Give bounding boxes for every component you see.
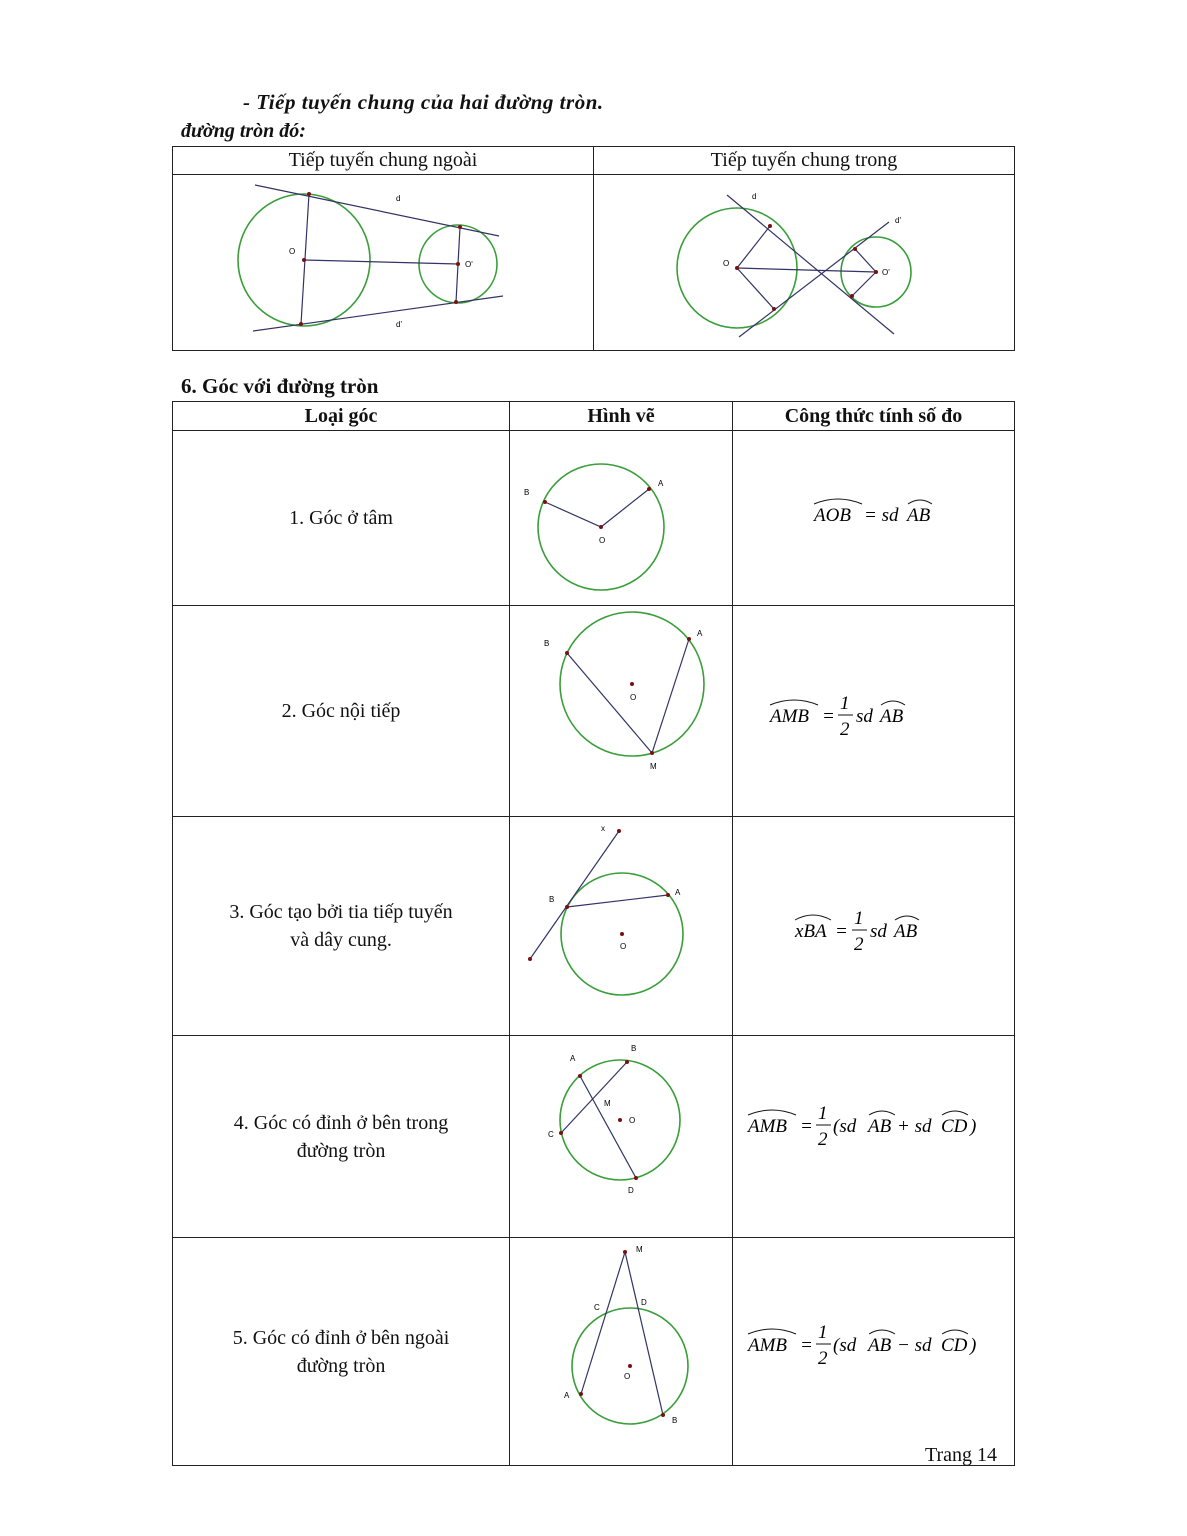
label-b: B [549, 895, 555, 904]
inner-tangent-figure [594, 175, 1014, 345]
formula-rhs: AB [906, 505, 930, 526]
chord-cb [561, 1062, 627, 1133]
point [528, 957, 532, 961]
formula-lhs: AMB [769, 706, 809, 727]
secant-ma [581, 1252, 625, 1394]
angle-type-cell [173, 1238, 510, 1466]
table-row [173, 1238, 1015, 1466]
central-angle-figure [511, 431, 731, 597]
angle-type-line2: đường tròn [296, 1139, 386, 1162]
point [850, 294, 854, 298]
header-figure: Hình vẽ [510, 402, 733, 431]
point-b [625, 1060, 629, 1064]
figure-cell [510, 817, 733, 1036]
angle-type-line1: 2. Góc nội tiếp [281, 700, 401, 722]
label-o: O [599, 536, 606, 545]
arc-hat [814, 499, 862, 504]
section-6-title: 6. Góc với đường tròn [181, 374, 379, 398]
radius-lines [737, 226, 774, 309]
formula-rhs: AB [879, 706, 903, 727]
arc-hat [908, 500, 932, 504]
angles-table [172, 401, 1015, 1466]
point-o [599, 525, 603, 529]
angle-type-cell [173, 431, 510, 606]
point [299, 322, 303, 326]
formula-arc1: AB [867, 1334, 891, 1356]
angle-sides [545, 489, 649, 527]
outer-tangent-figure [173, 175, 593, 345]
formula-denominator: 2 [817, 1128, 827, 1150]
arc-hat [869, 1111, 895, 1115]
formula-denominator: 2 [839, 719, 849, 740]
label-d: d [752, 192, 757, 201]
point-a [578, 1074, 582, 1078]
point [853, 247, 857, 251]
chord-ad [580, 1076, 636, 1178]
arc-hat [942, 1111, 968, 1115]
angle-type-line2: và dây cung. [290, 929, 392, 951]
angle-type-line2: đường tròn [296, 1354, 386, 1377]
label-o: O [289, 247, 296, 256]
arc-hat [895, 916, 919, 920]
label-o: O [620, 942, 627, 951]
angle-type-line1: 5. Góc có đỉnh ở bên ngoài [232, 1326, 450, 1349]
figure-cell [510, 1036, 733, 1238]
point-c [559, 1131, 563, 1135]
formula-interior-angle [734, 1093, 1014, 1173]
arc-hat [795, 915, 831, 920]
point-b [661, 1413, 665, 1417]
point [458, 225, 462, 229]
point [302, 258, 306, 262]
label-o: O [624, 1372, 631, 1381]
tangent-outer-header: Tiếp tuyến chung ngoài [173, 147, 594, 175]
point-o [618, 1118, 622, 1122]
table-row [173, 1036, 1015, 1238]
formula-exterior-angle [734, 1308, 1014, 1388]
point [874, 270, 878, 274]
page-number: Trang 14 [925, 1444, 998, 1466]
formula-equals: = [799, 1334, 813, 1356]
exterior-angle-figure [511, 1238, 731, 1457]
formula-cell [733, 817, 1015, 1036]
tangent-inner-header: Tiếp tuyến chung trong [594, 147, 1015, 175]
tangent-line-d [255, 185, 499, 236]
label-m: M [636, 1245, 643, 1254]
label-b: B [631, 1044, 637, 1053]
arc-hat [770, 700, 818, 705]
arc-hat [881, 701, 905, 705]
chord [567, 895, 668, 907]
arc-hat [869, 1330, 895, 1334]
radius-lines-small [852, 249, 876, 296]
formula-cell [733, 1238, 1015, 1466]
angle-type-cell [173, 1036, 510, 1238]
tangent-line-d-prime [739, 222, 889, 337]
interior-angle-figure [511, 1036, 731, 1229]
formula-central-angle [734, 484, 1014, 544]
label-b: B [524, 488, 530, 497]
label-d: D [628, 1186, 634, 1195]
label-d-prime: d' [895, 216, 901, 225]
arc-hat [942, 1330, 968, 1334]
formula-equals: = [821, 706, 835, 727]
formula-arc2: CD [940, 1115, 967, 1137]
point [456, 262, 460, 266]
label-c: C [548, 1130, 554, 1139]
formula-equals: = [799, 1115, 813, 1137]
label-m: M [650, 762, 657, 771]
label-a: A [675, 888, 681, 897]
secant-mb [625, 1252, 663, 1415]
point-a [579, 1392, 583, 1396]
point-m [623, 1250, 627, 1254]
formula-close: ) [969, 1115, 976, 1137]
formula-rhs: AB [893, 921, 917, 942]
angle-type-line1: 3. Góc tạo bởi tia tiếp tuyến [229, 901, 453, 923]
formula-numerator: 1 [853, 908, 863, 929]
point-a [687, 637, 691, 641]
label-m: M [604, 1099, 611, 1108]
inscribed-angle-figure [511, 606, 731, 808]
label-c: C [594, 1303, 600, 1312]
formula-cell [733, 1036, 1015, 1238]
formula-denominator: 2 [853, 934, 863, 955]
label-d: D [641, 1298, 647, 1307]
formula-cell [733, 431, 1015, 606]
label-o: O [723, 259, 730, 268]
formula-numerator: 1 [817, 1102, 827, 1124]
formula-numerator: 1 [839, 693, 849, 714]
point [735, 266, 739, 270]
angle-sides [567, 639, 689, 753]
formula-lhs: xBA [794, 921, 827, 942]
label-b: B [672, 1416, 678, 1425]
label-a: A [658, 479, 664, 488]
formula-lhs: AOB [813, 505, 851, 526]
arc-hat [748, 1329, 796, 1334]
point [772, 307, 776, 311]
formula-lhs: AMB [747, 1115, 787, 1137]
tangent-line-d-prime [253, 296, 503, 331]
header-angle-type: Loại góc [173, 402, 510, 431]
formula-operator: − sd [896, 1334, 931, 1356]
figure-cell [510, 431, 733, 606]
point-d [634, 1176, 638, 1180]
formula-denominator: 2 [817, 1347, 827, 1369]
formula-cell [733, 606, 1015, 817]
formula-close: ) [969, 1334, 976, 1356]
point-a [647, 487, 651, 491]
center-line [304, 260, 458, 264]
formula-mid: = sd [863, 505, 898, 526]
figure-cell [510, 606, 733, 817]
formula-mid: sd [855, 706, 873, 727]
point-o [630, 682, 634, 686]
figure-cell [510, 1238, 733, 1466]
label-b: B [544, 639, 550, 648]
label-o: O [629, 1116, 636, 1125]
formula-equals: = [834, 921, 848, 942]
point-b [543, 500, 547, 504]
table-row [173, 606, 1015, 817]
table-row [173, 817, 1015, 1036]
label-o-prime: O' [465, 260, 473, 269]
point-m [650, 751, 654, 755]
label-d-prime: d' [396, 320, 402, 329]
tangent-ray [530, 831, 619, 959]
angle-type-cell [173, 606, 510, 817]
center-line [737, 268, 876, 272]
angle-type-line1: 4. Góc có đỉnh ở bên trong [233, 1111, 449, 1134]
formula-arc2: CD [940, 1334, 967, 1356]
label-a: A [570, 1054, 576, 1063]
section-subtitle: đường tròn đó: [181, 120, 306, 142]
label-a: A [564, 1391, 570, 1400]
label-o: O [630, 693, 637, 702]
formula-numerator: 1 [817, 1321, 827, 1343]
formula-arc1: AB [867, 1115, 891, 1137]
label-x: x [601, 824, 605, 833]
formula-operator: + sd [896, 1115, 931, 1137]
point [768, 224, 772, 228]
outer-tangent-figure-cell [173, 175, 594, 351]
point-o [628, 1364, 632, 1368]
point-x [617, 829, 621, 833]
point [307, 192, 311, 196]
label-a: A [697, 629, 703, 638]
point-b [565, 651, 569, 655]
formula-mid: sd [869, 921, 887, 942]
section-heading-common-tangents: - Tiếp tuyến chung của hai đường tròn. [243, 90, 604, 114]
formula-inscribed-angle [734, 667, 1014, 747]
header-formula: Công thức tính số đo [733, 402, 1015, 431]
point-b [565, 905, 569, 909]
formula-lhs: AMB [747, 1334, 787, 1356]
tangent-table [172, 146, 1015, 351]
arc-hat [748, 1110, 796, 1115]
angle-type-cell [173, 817, 510, 1036]
formula-tangent-chord-angle [734, 882, 1014, 962]
angle-type-line1: 1. Góc ở tâm [289, 507, 393, 529]
inner-tangent-figure-cell [594, 175, 1015, 351]
point-a [666, 893, 670, 897]
point-o [620, 932, 624, 936]
formula-open: (sd [832, 1115, 856, 1137]
label-d: d [396, 194, 401, 203]
formula-open: (sd [832, 1334, 856, 1356]
label-o-prime: O' [882, 268, 890, 277]
point [454, 300, 458, 304]
table-row [173, 431, 1015, 606]
tangent-chord-angle-figure [511, 817, 731, 1027]
